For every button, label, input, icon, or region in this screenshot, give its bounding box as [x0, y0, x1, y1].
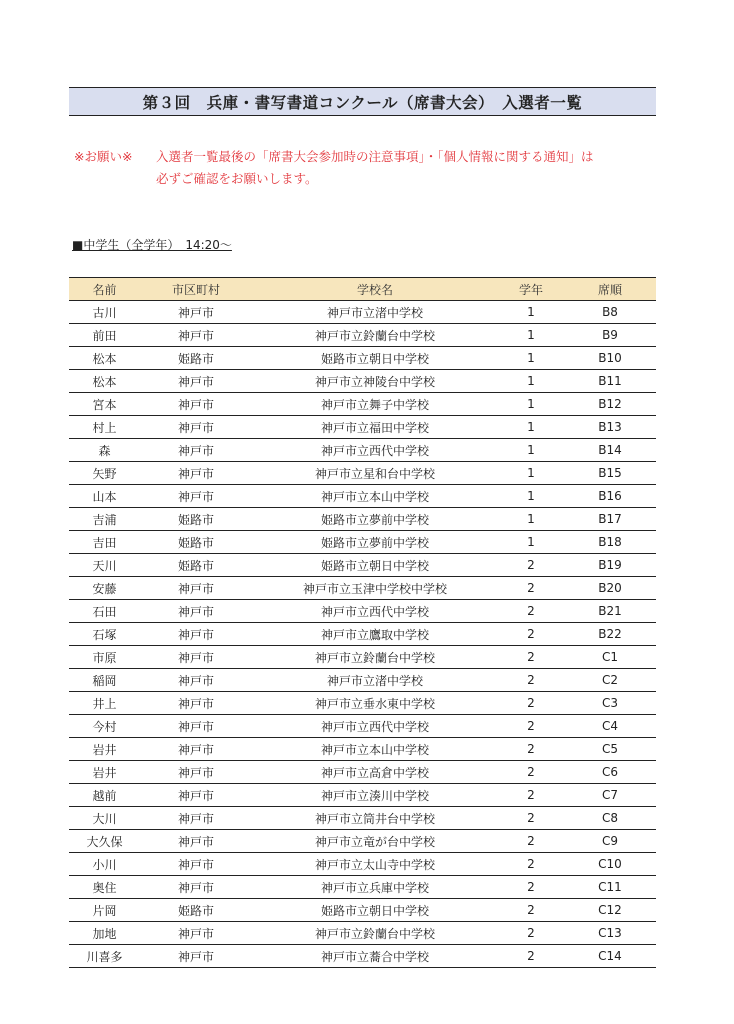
- table-header-row: [69, 278, 656, 301]
- cell-school: 神戸市立渚中学校: [326, 305, 423, 320]
- cell-seat: C9: [601, 834, 618, 848]
- cell-name: 井上: [92, 696, 117, 711]
- cell-seat: C10: [598, 857, 622, 871]
- cell-school: 姫路市立朝日中学校: [320, 351, 429, 366]
- cell-city: 神戸市: [177, 466, 214, 481]
- table-row: [69, 715, 656, 738]
- cell-name: 加地: [92, 926, 117, 941]
- cell-name: 奥住: [92, 880, 117, 895]
- header-school: 学校名: [356, 282, 393, 297]
- cell-seat: B9: [602, 328, 618, 342]
- table-row: [69, 301, 656, 324]
- cell-school: 神戸市立西代中学校: [320, 719, 429, 734]
- cell-school: 神戸市立本山中学校: [320, 489, 429, 504]
- notice-line-1: [74, 146, 674, 168]
- cell-name: 市原: [92, 650, 117, 665]
- cell-name: 越前: [92, 788, 117, 803]
- cell-city: 神戸市: [177, 926, 214, 941]
- table-row: [69, 830, 656, 853]
- table-row: [69, 324, 656, 347]
- cell-seat: B22: [598, 627, 622, 641]
- cell-city: 神戸市: [177, 765, 214, 780]
- cell-city: 姫路市: [177, 351, 214, 366]
- cell-school: 神戸市立太山寺中学校: [314, 857, 435, 872]
- cell-city: 神戸市: [177, 397, 214, 412]
- cell-seat: C12: [598, 903, 622, 917]
- cell-grade: 2: [527, 650, 535, 664]
- header-name: 名前: [92, 282, 117, 297]
- cell-grade: 1: [527, 351, 535, 365]
- cell-grade: 2: [527, 719, 535, 733]
- cell-city: 神戸市: [177, 857, 214, 872]
- cell-city: 神戸市: [177, 949, 214, 964]
- table-row: [69, 922, 656, 945]
- cell-school: 神戸市立鈴蘭台中学校: [314, 926, 435, 941]
- cell-school: 神戸市立蕎合中学校: [320, 949, 429, 964]
- cell-grade: 1: [527, 466, 535, 480]
- table-row: [69, 807, 656, 830]
- cell-seat: B12: [598, 397, 622, 411]
- cell-grade: 2: [527, 811, 535, 825]
- cell-name: 吉浦: [92, 512, 117, 527]
- cell-city: 姫路市: [177, 535, 214, 550]
- table-row: [69, 577, 656, 600]
- cell-name: 吉田: [92, 535, 117, 550]
- cell-grade: 1: [527, 420, 535, 434]
- cell-city: 神戸市: [177, 305, 214, 320]
- cell-city: 神戸市: [177, 374, 214, 389]
- cell-grade: 1: [527, 397, 535, 411]
- cell-grade: 2: [527, 926, 535, 940]
- cell-seat: B16: [598, 489, 622, 503]
- cell-name: 岩井: [92, 742, 117, 757]
- table-row: [69, 439, 656, 462]
- table-row: [69, 370, 656, 393]
- cell-name: 山本: [92, 489, 117, 504]
- cell-city: 神戸市: [177, 489, 214, 504]
- cell-name: 石田: [92, 604, 117, 619]
- cell-grade: 2: [527, 903, 535, 917]
- cell-grade: 1: [527, 512, 535, 526]
- table-row: [69, 853, 656, 876]
- cell-grade: 2: [527, 581, 535, 595]
- cell-seat: C7: [601, 788, 618, 802]
- table-row: [69, 945, 656, 968]
- cell-grade: 2: [527, 673, 535, 687]
- cell-city: 神戸市: [177, 627, 214, 642]
- table-row: [69, 508, 656, 531]
- cell-city: 神戸市: [177, 328, 214, 343]
- cell-city: 姫路市: [177, 512, 214, 527]
- cell-seat: B13: [598, 420, 622, 434]
- cell-seat: B17: [598, 512, 622, 526]
- cell-name: 松本: [92, 374, 117, 389]
- cell-name: 村上: [92, 420, 117, 435]
- table-row: [69, 347, 656, 370]
- cell-city: 神戸市: [177, 650, 214, 665]
- cell-school: 神戸市立玉津中学校中学校: [302, 581, 447, 596]
- cell-grade: 2: [527, 880, 535, 894]
- table-row: [69, 416, 656, 439]
- cell-school: 神戸市立本山中学校: [320, 742, 429, 757]
- cell-seat: C6: [601, 765, 618, 779]
- table-row: [69, 899, 656, 922]
- cell-name: 川喜多: [86, 949, 123, 964]
- cell-seat: C1: [601, 650, 618, 664]
- header-grade: 学年: [518, 282, 543, 297]
- notice-block: [74, 146, 674, 190]
- cell-grade: 2: [527, 604, 535, 618]
- notice-lead: ※お願い※: [74, 149, 133, 164]
- winners-table: [69, 277, 656, 968]
- cell-school: 神戸市立高倉中学校: [320, 765, 429, 780]
- cell-school: 神戸市立星和台中学校: [314, 466, 435, 481]
- cell-name: 古川: [92, 305, 117, 320]
- table-body: [69, 301, 656, 968]
- cell-seat: C3: [601, 696, 618, 710]
- cell-name: 前田: [92, 328, 117, 343]
- cell-name: 岩井: [92, 765, 117, 780]
- cell-grade: 1: [527, 374, 535, 388]
- cell-school: 神戸市立竜が台中学校: [314, 834, 435, 849]
- cell-city: 神戸市: [177, 880, 214, 895]
- cell-seat: B20: [598, 581, 622, 595]
- cell-city: 神戸市: [177, 719, 214, 734]
- cell-city: 神戸市: [177, 742, 214, 757]
- table-row: [69, 485, 656, 508]
- cell-school: 神戸市立筒井台中学校: [314, 811, 435, 826]
- cell-name: 天川: [92, 558, 117, 573]
- table-row: [69, 531, 656, 554]
- cell-school: 神戸市立兵庫中学校: [320, 880, 429, 895]
- cell-city: 神戸市: [177, 420, 214, 435]
- cell-name: 大川: [92, 811, 117, 826]
- cell-city: 姫路市: [177, 558, 214, 573]
- table-row: [69, 784, 656, 807]
- cell-name: 大久保: [86, 834, 123, 849]
- notice-text-1: 入選者一覧最後の「席書大会参加時の注意事項」・「個人情報に関する通知」は: [156, 149, 594, 164]
- cell-school: 神戸市立神陵台中学校: [314, 374, 435, 389]
- cell-school: 姫路市立朝日中学校: [320, 558, 429, 573]
- cell-school: 神戸市立鈴蘭台中学校: [314, 328, 435, 343]
- cell-school: 神戸市立鷹取中学校: [320, 627, 429, 642]
- table-row: [69, 600, 656, 623]
- table-row: [69, 761, 656, 784]
- cell-seat: C2: [601, 673, 618, 687]
- cell-school: 姫路市立夢前中学校: [320, 512, 429, 527]
- cell-name: 森: [98, 443, 111, 458]
- cell-city: 神戸市: [177, 696, 214, 711]
- cell-school: 神戸市立垂水東中学校: [314, 696, 435, 711]
- cell-seat: B15: [598, 466, 622, 480]
- table-row: [69, 692, 656, 715]
- cell-city: 神戸市: [177, 834, 214, 849]
- cell-grade: 1: [527, 305, 535, 319]
- cell-city: 神戸市: [177, 604, 214, 619]
- cell-name: 今村: [92, 719, 117, 734]
- cell-name: 石塚: [92, 627, 117, 642]
- table-row: [69, 876, 656, 899]
- cell-grade: 1: [527, 328, 535, 342]
- cell-grade: 1: [527, 535, 535, 549]
- cell-name: 小川: [92, 857, 117, 872]
- table-row: [69, 646, 656, 669]
- cell-city: 神戸市: [177, 811, 214, 826]
- cell-name: 片岡: [92, 903, 117, 918]
- table-row: [69, 669, 656, 692]
- cell-name: 宮本: [92, 397, 117, 412]
- cell-seat: B8: [602, 305, 618, 319]
- cell-city: 神戸市: [177, 673, 214, 688]
- cell-grade: 2: [527, 558, 535, 572]
- cell-seat: B19: [598, 558, 622, 572]
- cell-seat: B14: [598, 443, 622, 457]
- cell-seat: B10: [598, 351, 622, 365]
- cell-seat: C11: [598, 880, 622, 894]
- cell-name: 稲岡: [92, 673, 117, 688]
- section-heading: ■中学生（全学年） 14:20～: [72, 238, 232, 252]
- document-title: 第３回 兵庫・書写書道コンクール（席書大会） 入選者一覧: [69, 87, 656, 116]
- cell-grade: 2: [527, 949, 535, 963]
- cell-city: 神戸市: [177, 788, 214, 803]
- table-row: [69, 393, 656, 416]
- cell-seat: C5: [601, 742, 618, 756]
- cell-seat: B11: [598, 374, 622, 388]
- cell-seat: C4: [601, 719, 618, 733]
- cell-grade: 2: [527, 742, 535, 756]
- cell-school: 姫路市立朝日中学校: [320, 903, 429, 918]
- cell-grade: 1: [527, 489, 535, 503]
- header-city: 市区町村: [171, 282, 220, 297]
- cell-city: 神戸市: [177, 443, 214, 458]
- cell-school: 神戸市立鈴蘭台中学校: [314, 650, 435, 665]
- cell-city: 神戸市: [177, 581, 214, 596]
- cell-seat: B21: [598, 604, 622, 618]
- table-row: [69, 738, 656, 761]
- table-row: [69, 554, 656, 577]
- table-row: [69, 462, 656, 485]
- cell-grade: 2: [527, 765, 535, 779]
- cell-name: 矢野: [92, 466, 117, 481]
- cell-seat: C14: [598, 949, 622, 963]
- cell-school: 姫路市立夢前中学校: [320, 535, 429, 550]
- cell-city: 姫路市: [177, 903, 214, 918]
- cell-seat: C8: [601, 811, 618, 825]
- cell-seat: B18: [598, 535, 622, 549]
- cell-school: 神戸市立舞子中学校: [320, 397, 429, 412]
- cell-grade: 1: [527, 443, 535, 457]
- cell-seat: C13: [598, 926, 622, 940]
- cell-school: 神戸市立湊川中学校: [320, 788, 429, 803]
- cell-school: 神戸市立福田中学校: [320, 420, 429, 435]
- cell-grade: 2: [527, 834, 535, 848]
- cell-school: 神戸市立西代中学校: [320, 604, 429, 619]
- cell-name: 松本: [92, 351, 117, 366]
- cell-grade: 2: [527, 788, 535, 802]
- cell-grade: 2: [527, 627, 535, 641]
- cell-grade: 2: [527, 696, 535, 710]
- cell-school: 神戸市立渚中学校: [326, 673, 423, 688]
- cell-name: 安藤: [92, 581, 117, 596]
- cell-school: 神戸市立西代中学校: [320, 443, 429, 458]
- header-seat: 席順: [597, 282, 622, 297]
- cell-grade: 2: [527, 857, 535, 871]
- table-row: [69, 623, 656, 646]
- notice-text-2: 必ずご確認をお願いします。: [156, 171, 318, 186]
